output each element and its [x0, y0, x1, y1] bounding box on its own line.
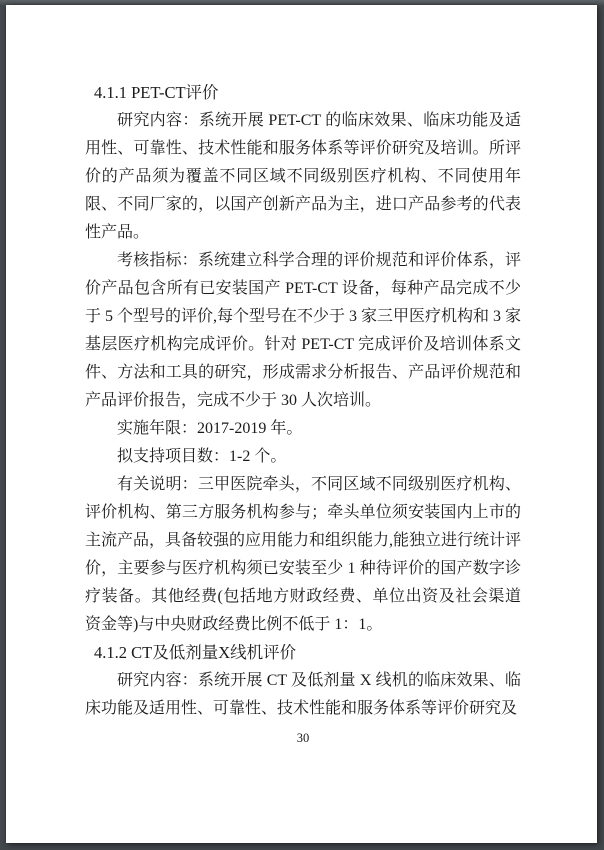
paragraph-research-content-pet-ct: 研究内容：系统开展 PET-CT 的临床效果、临床功能及适用性、可靠性、技术性能和服务体系等评价研究及培训。所评价的产品须为覆盖不同区域不同级别医疗机构、不同使用年限、不同厂家的，以国产创新产品为主，进口产品参考的代表性产品。	[85, 112, 521, 241]
paragraph-assessment-indicators: 考核指标：系统建立科学合理的评价规范和评价体系，评价产品包含所有已安装国产 PET-CT 设备，每种产品完成不少于 5 个型号的评价,每个型号在不少于 3 家三甲医疗机构和 3 家基层医疗机构完成评价。针对 PET-CT 完成评价及培训体系文件、方法和工具的研究，形成需求分析报告、产品评价规范和产品评价报告，完成不少于 30 人次培训。	[85, 252, 522, 409]
paragraph-planned-project-count: 拟支持项目数：1-2 个。	[117, 448, 287, 465]
section-heading-4-1-2-ct-xray: 4.1.2 CT及低剂量X线机评价	[94, 643, 297, 662]
page-number: 30	[296, 731, 310, 745]
document-body	[85, 79, 521, 723]
section-heading-4-1-1-pet-ct: 4.1.1 PET-CT评价	[94, 83, 219, 102]
paragraph-implementation-period: 实施年限：2017-2019 年。	[117, 420, 303, 437]
paragraph-research-content-ct-xray: 研究内容：系统开展 CT 及低剂量 X 线机的临床效果、临床功能及适用性、可靠性、技术性能和服务体系等评价研究及	[85, 672, 521, 717]
document-page	[6, 5, 597, 843]
paragraph-related-notes: 有关说明：三甲医院牵头，不同区域不同级别医疗机构、评价机构、第三方服务机构参与；牵头单位须安装国内上市的主流产品，具备较强的应用能力和组织能力,能独立进行统计评价，主要参与医疗机构须已安装至少 1 种待评价的国产数字诊疗装备。其他经费(包括地方财政经费、单位出资及社会渠道资金等)与中央财政经费比例不低于 1：1。	[85, 476, 522, 633]
